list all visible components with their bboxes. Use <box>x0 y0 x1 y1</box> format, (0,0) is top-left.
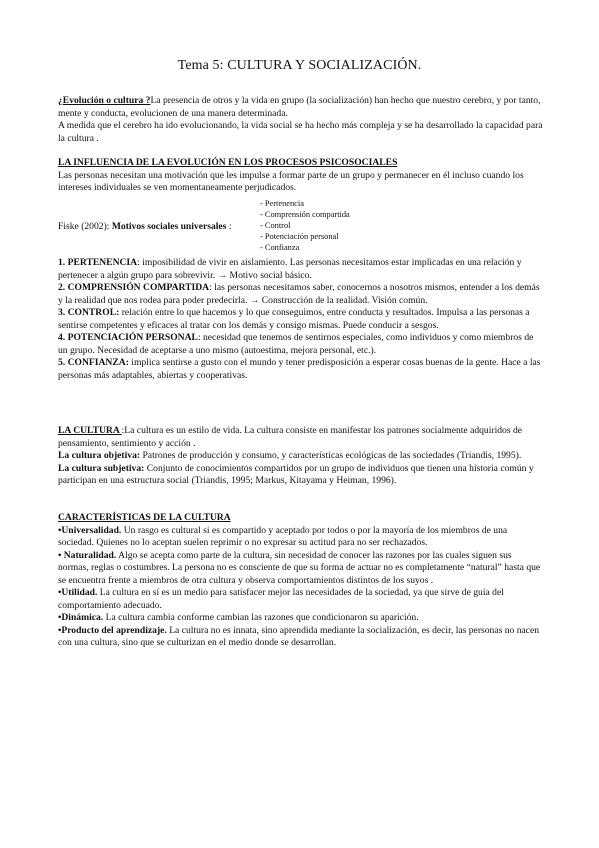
intro-section <box>58 95 543 145</box>
influence-heading: LA INFLUENCIA DE LA EVOLUCIÓN EN LOS PROCESOS PSICOSOCIALES <box>58 157 398 168</box>
characteristic-text: La cultura no es innata, sino aprendida mediante la socialización, es decir, las personas no nacen con una cultura, sino que se culturizan en el medio donde se desarrollan. <box>58 624 540 648</box>
motive-text: : imposibilidad de vivir en aislamiento. Las personas necesitamos estar implicadas en una relación y pertenecer a algún grupo para sobrevivir. → Motivo social básico. <box>58 257 522 281</box>
motive-paragraph <box>58 332 543 357</box>
culture-subj-text: Conjunto de conocimientos compartidos por un grupo de individuos que tienen una historia común y participan en una estructura social (Triandis, 1995; Markus, Kitayama y Heiman, 1996). <box>58 462 534 486</box>
page-title: Tema 5: CULTURA Y SOCIALIZACIÓN. <box>177 58 422 73</box>
motive-label: 5. CONFIANZA: <box>58 357 129 368</box>
motives-section <box>58 257 543 382</box>
influence-text: Las personas necesitan una motivación que les impulse a formar parte de un grupo y permanecer en él incluso cuando los intereses individuales se ven momentaneamente perjudicados. <box>58 169 524 193</box>
culture-definition <box>58 425 543 450</box>
characteristic-text: Algo se acepta como parte de la cultura, sin necesidad de conocer las razones por las cuales siguen sus normas, reglas o costumbres. La persona no es consciente de que su forma de actuar no es completamente “natural” hasta que se encuentra frente a miembros de otra cultura y observa comportamientos distintos de los suyos . <box>58 549 541 586</box>
characteristic-label: • Naturalidad. <box>58 549 117 561</box>
culture-obj-label: La cultura objetiva: <box>58 450 141 461</box>
intro-text-2: A medida que el cerebro ha ido evolucionando, la vida social se ha hecho más compleja y se ha desarrollado la capacidad para la cultura . <box>58 120 543 144</box>
culture-subjective <box>58 463 543 488</box>
motive-paragraph <box>58 282 543 307</box>
culture-obj-text: Patrones de producción y consumo, y características ecológicas de las sociedades (Triandis, 1995). <box>140 450 522 461</box>
list-item: - Confianza <box>260 242 300 252</box>
characteristic-label: •Dinámica. <box>58 612 104 623</box>
culture-objective <box>58 450 543 463</box>
characteristics-section <box>58 512 543 650</box>
list-item: - Control <box>260 220 291 230</box>
motive-text: : las personas necesitamos saber, conocernos a nosotros mismos, entender a los demás y la realidad que nos rodea para poder predecirla. → Construcción de la realidad. Visión común. <box>58 282 540 306</box>
motive-text: relación entre lo que hacemos y lo que conseguimos, entre conducta y resultados. Impulsa a las personas a sentirse competentes y eficaces al tratar con los demás y consigo mismas. Puede conducir a sesgos. <box>58 307 530 331</box>
characteristic-text: La cultura cambia conforme cambian las razones que condicionaron su aparición. <box>103 612 419 623</box>
motive-label: 4. POTENCIACIÓN PERSONAL <box>58 332 198 343</box>
influence-section <box>58 157 543 195</box>
characteristic-item <box>58 550 543 588</box>
fiske-list <box>260 199 350 254</box>
culture-def-label: LA CULTURA <box>58 425 122 436</box>
fiske-citation: Fiske (2002): <box>58 221 112 232</box>
culture-section <box>58 425 543 488</box>
fiske-motives <box>58 200 543 254</box>
motive-label: 3. CONTROL: <box>58 307 120 318</box>
intro-question: ¿Evolución o cultura ? <box>58 95 151 106</box>
motive-paragraph <box>58 257 543 282</box>
characteristic-item <box>58 587 543 612</box>
fiske-bold-label: Motivos sociales universales <box>111 221 227 232</box>
motive-text: : necesidad que tenemos de sentirnos especiales, como individuos y como miembros de un grupo. Necesidad de aceptarse a uno mismo (autoestima, mejora personal, etc.). <box>58 332 534 356</box>
characteristic-text: Un rasgo es cultural si es compartido y aceptado por todos o por la mayoría de los miembros de una sociedad. Quienes no lo aceptan suelen reprimir o no expresar su actitud para no ser rechazados. <box>58 524 508 548</box>
characteristic-item <box>58 525 543 550</box>
characteristics-heading: CARACTERÍSTICAS DE LA CULTURA <box>58 512 231 523</box>
characteristic-item <box>58 625 543 650</box>
intro-text-1: La presencia de otros y la vida en grupo (la socialización) han hecho que nuestro cerebro, y por tanto, mente y conducta, evolucionen de una manera determinada. <box>58 95 541 119</box>
intro-paragraph <box>58 95 543 120</box>
list-item: - Pertenencia <box>260 199 304 208</box>
fiske-label <box>58 221 232 234</box>
characteristic-text: La cultura en sí es un medio para satisfacer mejor las necesidades de la sociedad, ya que sirve de guía del comportamiento adecuado. <box>58 587 504 611</box>
motive-paragraph <box>58 357 543 382</box>
motive-label: 2. COMPRENSIÓN COMPARTIDA <box>58 282 210 293</box>
characteristic-label: •Universalidad. <box>58 524 122 536</box>
list-item: - Comprensión compartida <box>260 209 350 219</box>
culture-def-text: :La cultura es un estilo de vida. La cultura consiste en manifestar los patrones socialmente adquiridos de pensamiento, sentimiento y acción . <box>58 425 523 449</box>
culture-subj-label: La cultura subjetiva: <box>58 462 145 474</box>
list-item: - Potenciación personal <box>260 231 339 241</box>
characteristic-item <box>58 612 543 625</box>
characteristic-label: •Producto del aprendizaje. <box>58 624 167 636</box>
motive-paragraph <box>58 307 543 332</box>
characteristic-label: •Utilidad. <box>58 587 98 598</box>
motive-text: implica sentirse a gusto con el mundo y tener predisposición a esperar cosas buenas de la gente. Hace a las personas más adaptables, abiertas y cooperativas. <box>58 357 541 381</box>
fiske-colon: : <box>226 221 232 232</box>
motive-label: 1. PERTENENCIA <box>58 257 138 268</box>
